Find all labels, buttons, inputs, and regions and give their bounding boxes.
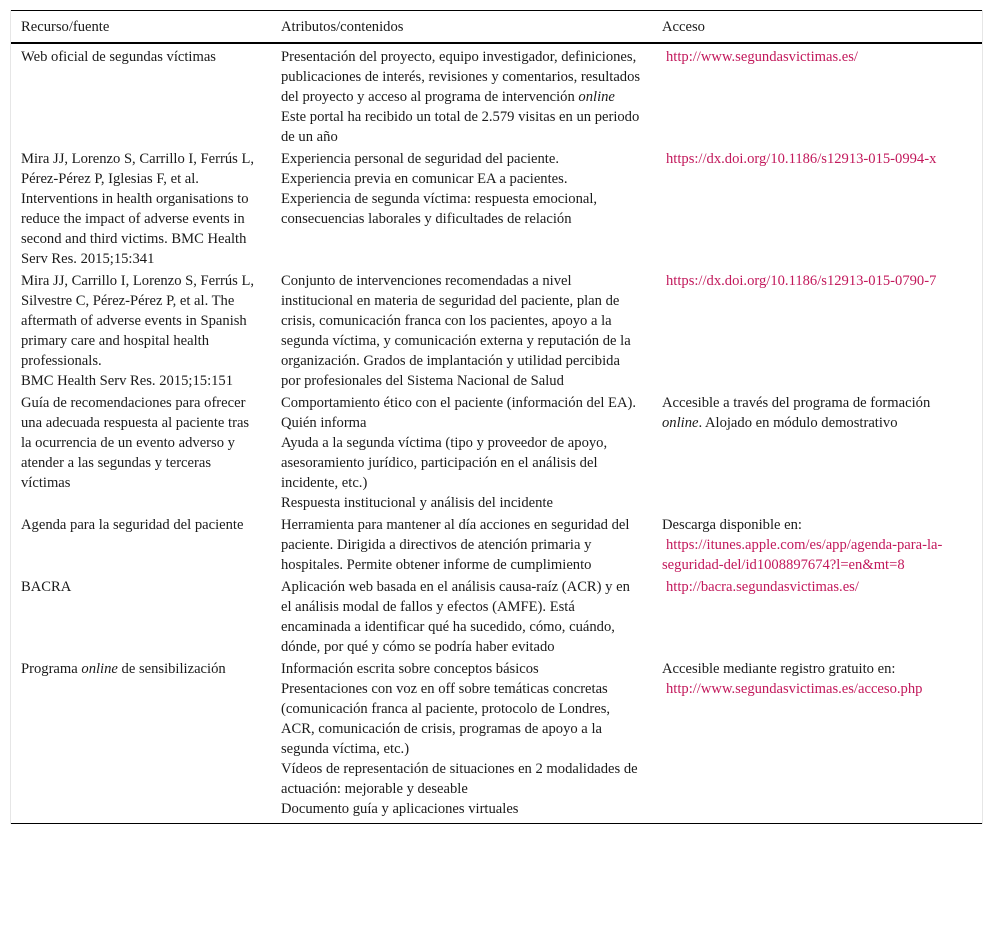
- attribute-text: Comportamiento ético con el paciente (información del EA). Quién informa: [281, 395, 636, 431]
- table-row: [11, 43, 982, 148]
- table-row: [11, 658, 982, 824]
- attribute-line: [281, 393, 642, 433]
- attribute-line: [281, 679, 642, 759]
- attribute-line: [281, 107, 642, 147]
- attribute-text: Experiencia de segunda víctima: respuesta emocional, consecuencias laborales y dificultades de relación: [281, 191, 598, 227]
- attribute-text: Información escrita sobre conceptos básicos: [281, 661, 539, 677]
- attribute-text: Aplicación web basada en el análisis causa-raíz (ACR) y en el análisis modal de fallos y efectos (AMFE). Está encaminada a identificar qué ha sucedido, cómo, cuándo, dónde, por qué y cómo se podría haber evitado: [281, 579, 630, 655]
- attributes-cell: [271, 43, 652, 148]
- resource-cell: [11, 576, 271, 658]
- attributes-cell: [271, 270, 652, 392]
- resource-line: [21, 659, 261, 679]
- resource-line: Mira JJ, Carrillo I, Lorenzo S, Ferrús L, Silvestre C, Pérez-Pérez P, et al. The aftermath of adverse events in Spanish primary care and hospital health professionals.: [21, 273, 255, 369]
- attribute-line: [281, 189, 642, 229]
- table-header-row: [11, 11, 982, 44]
- attribute-text: Presentaciones con voz en off sobre temáticas concretas (comunicación franca al paciente, protocolo de Londres, ACR, comunicación de crisis, programas de apoyo a la segunda víctima, etc.): [281, 681, 611, 757]
- resource-cell: [11, 658, 271, 824]
- attribute-line: [281, 799, 642, 819]
- access-link[interactable]: http://www.segundasvictimas.es/: [666, 49, 858, 65]
- table-row: [11, 514, 982, 576]
- access-link[interactable]: https://dx.doi.org/10.1186/s12913-015-0994-x: [666, 151, 937, 167]
- attributes-cell: [271, 658, 652, 824]
- resource-line: BMC Health Serv Res. 2015;15:151: [21, 373, 234, 389]
- access-cell: [652, 270, 982, 392]
- table-row: [11, 576, 982, 658]
- attribute-line: [281, 433, 642, 493]
- attribute-line: [281, 169, 642, 189]
- resources-table: [11, 10, 982, 824]
- attribute-text: Ayuda a la segunda víctima (tipo y proveedor de apoyo, asesoramiento jurídico, participación en el análisis del incidente, etc.): [281, 435, 608, 491]
- header-resource: Recurso/fuente: [21, 19, 110, 35]
- resource-line: Agenda para la seguridad del paciente: [21, 517, 244, 533]
- header-attributes: Atributos/contenidos: [281, 19, 404, 35]
- access-cell: [652, 148, 982, 270]
- resource-text: Programa: [21, 661, 82, 677]
- access-cell: [652, 576, 982, 658]
- attribute-text: Este portal ha recibido un total de 2.579 visitas en un periodo de un año: [281, 109, 640, 145]
- access-cell: [652, 658, 982, 824]
- resource-cell: [11, 148, 271, 270]
- access-description: [662, 393, 972, 433]
- attribute-line: [281, 149, 642, 169]
- resources-table-container: [10, 10, 983, 824]
- attribute-text: Presentación del proyecto, equipo investigador, definiciones, publicaciones de interés, revisiones y comentarios, resultados del proyecto y acceso al programa de intervención: [281, 49, 641, 105]
- resource-line: Mira JJ, Lorenzo S, Carrillo I, Ferrús L, Pérez-Pérez P, Iglesias F, et al. Interventions in health organisations to reduce the impact of adverse events in second and third victims. BMC Health Serv Res. 2015;15:341: [21, 151, 255, 267]
- access-description: [662, 515, 972, 535]
- access-text: Accesible mediante registro gratuito en:: [662, 661, 896, 677]
- access-link[interactable]: http://bacra.segundasvictimas.es/: [666, 579, 859, 595]
- resource-line: Web oficial de segundas víctimas: [21, 49, 216, 65]
- attribute-line: [281, 759, 642, 799]
- resource-cell: [11, 392, 271, 514]
- attribute-line: [281, 47, 642, 107]
- resource-line: Guía de recomendaciones para ofrecer una adecuada respuesta al paciente tras la ocurrencia de un evento adverso y atender a las segundas y terceras víctimas: [21, 395, 250, 491]
- attribute-line: [281, 493, 642, 513]
- attribute-text: Respuesta institucional y análisis del incidente: [281, 495, 553, 511]
- attribute-text: Vídeos de representación de situaciones en 2 modalidades de actuación: mejorable y deseable: [281, 761, 638, 797]
- resource-emphasis: online: [81, 661, 118, 677]
- table-row: [11, 392, 982, 514]
- access-link[interactable]: http://www.segundasvictimas.es/acceso.php: [666, 681, 923, 697]
- attribute-emphasis: online: [578, 89, 615, 105]
- access-link[interactable]: https://itunes.apple.com/es/app/agenda-para-la-seguridad-del/id1008897674?l=en&mt=8: [662, 537, 943, 573]
- attribute-line: [281, 659, 642, 679]
- attribute-text: Herramienta para mantener al día acciones en seguridad del paciente. Dirigida a directivos de atención primaria y hospitales. Permite obtener informe de cumplimiento: [281, 517, 630, 573]
- access-text: Descarga disponible en:: [662, 517, 802, 533]
- attribute-text: Experiencia personal de seguridad del paciente.: [281, 151, 559, 167]
- resource-cell: [11, 43, 271, 148]
- access-description: [662, 659, 972, 679]
- attribute-text: Conjunto de intervenciones recomendadas a nivel institucional en materia de seguridad del paciente, plan de crisis, comunicación franca con los pacientes, apoyo a la segunda víctima, y comunicación externa y reputación de la organización. Grados de implantación y utilidad percibida por profesionales del Sistema Nacional de Salud: [281, 273, 631, 389]
- header-access: Acceso: [662, 19, 705, 35]
- resource-cell: [11, 270, 271, 392]
- table-row: [11, 270, 982, 392]
- attributes-cell: [271, 392, 652, 514]
- access-cell: [652, 514, 982, 576]
- resource-cell: [11, 514, 271, 576]
- attributes-cell: [271, 148, 652, 270]
- access-text: . Alojado en módulo demostrativo: [698, 415, 898, 431]
- attribute-text: Documento guía y aplicaciones virtuales: [281, 801, 519, 817]
- access-text: Accesible a través del programa de formación: [662, 395, 931, 411]
- access-cell: [652, 392, 982, 514]
- access-link[interactable]: https://dx.doi.org/10.1186/s12913-015-0790-7: [666, 273, 937, 289]
- attribute-text: Experiencia previa en comunicar EA a pacientes.: [281, 171, 568, 187]
- attribute-line: [281, 271, 642, 391]
- resource-text: de sensibilización: [117, 661, 226, 677]
- access-cell: [652, 43, 982, 148]
- attribute-line: [281, 577, 642, 657]
- attributes-cell: [271, 514, 652, 576]
- attributes-cell: [271, 576, 652, 658]
- resource-line: BACRA: [21, 579, 72, 595]
- attribute-line: [281, 515, 642, 575]
- access-emphasis: online: [662, 415, 699, 431]
- table-row: [11, 148, 982, 270]
